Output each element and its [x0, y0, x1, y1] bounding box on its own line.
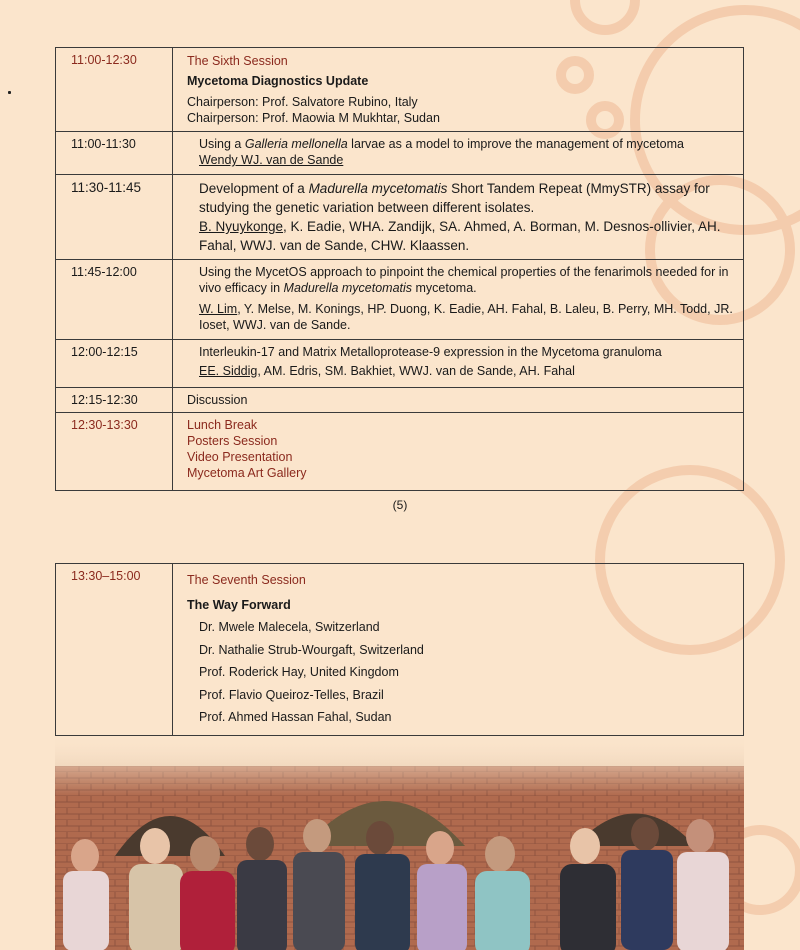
talk-title: Development of a Madurella mycetomatis Short Tandem Repeat (MmySTR) assay for studying the genetic variation between different isolates. — [199, 181, 710, 215]
break-item: Video Presentation — [187, 450, 293, 464]
presenter: Wendy WJ. van de Sande — [199, 153, 344, 167]
talk-authors: B. Nyuykonge, K. Eadie, WHA. Zandijk, SA. Ahmed, A. Borman, M. Desnos-ollivier, AH. Fahal, WWJ. van de Sande, CHW. Klaassen. — [199, 219, 721, 253]
talk-cell — [173, 340, 744, 388]
session-title: The Sixth Session — [187, 54, 288, 68]
group-photo — [55, 736, 744, 950]
talk-cell — [173, 175, 744, 260]
time-cell: 12:30-13:30 — [56, 413, 173, 491]
talk-row — [56, 260, 744, 340]
session-theme: The Way Forward — [187, 597, 291, 612]
talk-authors: W. Lim, Y. Melse, M. Konings, HP. Duong, K. Eadie, AH. Fahal, B. Laleu, B. Perry, MH. Todd, JR. Ioset, WWJ. van de Sande. — [199, 302, 733, 332]
talk-title: Interleukin-17 and Matrix Metalloprotease-9 expression in the Mycetoma granuloma — [199, 345, 662, 359]
talk-title: Using the MycetOS approach to pinpoint the chemical properties of the fenarimols needed for in vivo efficacy in Madurella mycetomatis mycetoma. — [199, 265, 729, 295]
page-number: (5) — [392, 498, 408, 512]
time-cell: 12:15-12:30 — [56, 388, 173, 413]
break-cell — [173, 413, 744, 491]
break-item: Mycetoma Art Gallery — [187, 466, 307, 480]
presenter: B. Nyuykonge — [199, 219, 284, 234]
talk-authors — [187, 152, 735, 168]
talk-authors: EE. Siddig, AM. Edris, SM. Bakhiet, WWJ. van de Sande, AH. Fahal — [199, 364, 575, 378]
time-cell: 11:45-12:00 — [56, 260, 173, 340]
time-cell: 12:00-12:15 — [56, 340, 173, 388]
speaker: Prof. Flavio Queiroz-Telles, Brazil — [199, 687, 384, 702]
speaker: Dr. Nathalie Strub-Wourgaft, Switzerland — [199, 642, 424, 657]
session-row — [56, 48, 744, 132]
discussion-label: Discussion — [173, 388, 744, 413]
chairperson: Chairperson: Prof. Salvatore Rubino, Italy — [187, 95, 418, 109]
session-row — [56, 564, 744, 736]
presenter: W. Lim — [199, 302, 238, 316]
time-cell: 11:00-11:30 — [56, 132, 173, 175]
talk-cell — [173, 132, 744, 175]
time-cell: 13:30–15:00 — [56, 564, 173, 736]
speaker: Dr. Mwele Malecela, Switzerland — [199, 620, 380, 634]
presenter: EE. Siddig — [199, 364, 258, 378]
session-title: The Seventh Session — [187, 573, 306, 587]
discussion-row — [56, 388, 744, 413]
speaker: Prof. Roderick Hay, United Kingdom — [199, 665, 399, 679]
talk-cell — [173, 260, 744, 340]
session-cell — [173, 564, 744, 736]
program-table-upper — [55, 47, 744, 491]
talk-title: Using a Galleria mellonella larvae as a model to improve the management of mycetoma — [199, 137, 684, 151]
group-photo-illustration — [55, 736, 744, 950]
session-cell — [173, 48, 744, 132]
talk-row — [56, 175, 744, 260]
speaker: Prof. Ahmed Hassan Fahal, Sudan — [199, 710, 392, 724]
break-item: Posters Session — [187, 434, 278, 448]
break-item: Lunch Break — [187, 418, 258, 432]
stray-mark — [8, 91, 11, 94]
time-cell: 11:30-11:45 — [56, 175, 173, 260]
chairperson: Chairperson: Prof. Maowia M Mukhtar, Sudan — [187, 111, 440, 125]
talk-row — [56, 132, 744, 175]
break-row — [56, 413, 744, 491]
talk-row — [56, 340, 744, 388]
session-theme: Mycetoma Diagnostics Update — [187, 74, 369, 88]
time-cell: 11:00-12:30 — [56, 48, 173, 132]
